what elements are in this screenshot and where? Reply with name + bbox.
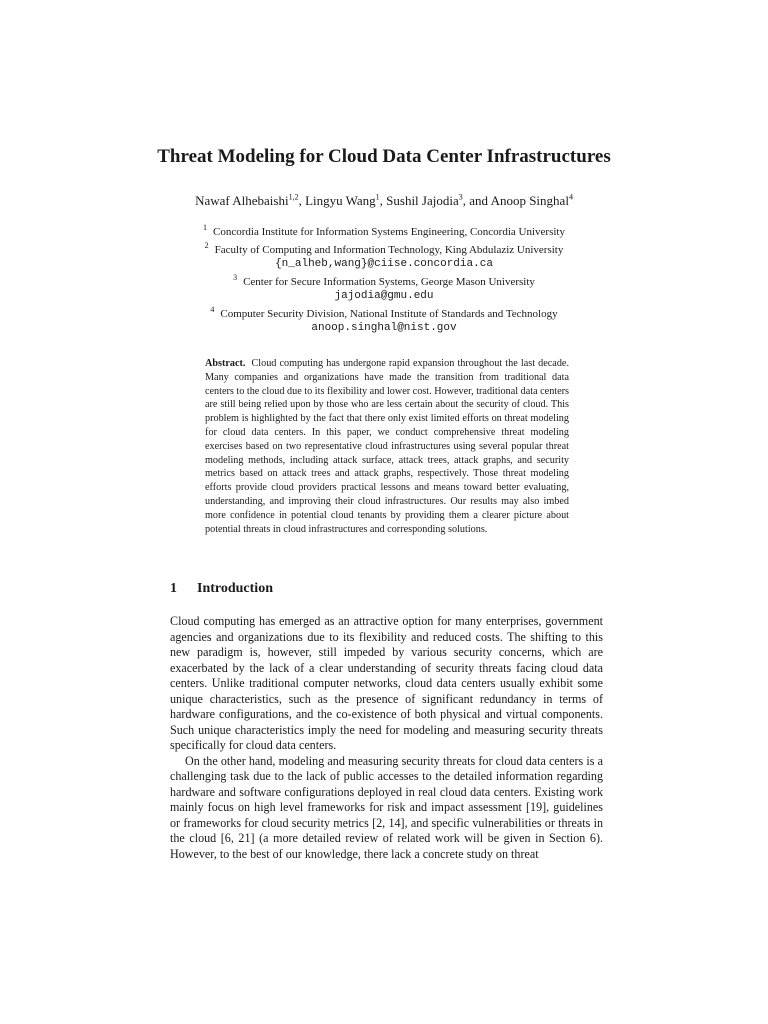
affiliation-text: Faculty of Computing and Information Technology, King Abdulaziz University [214, 244, 564, 256]
paragraph: Cloud computing has emerged as an attractive option for many enterprises, government agencies and organizations due to its flexibility and reduced costs. The shifting to this new paradigm is, however, still impeded by various security concerns, which are exacerbated by the lack of a clear understanding of security threats facing cloud data centers. Unlike traditional computer networks, cloud data centers usually exhibit some unique characteristics, such as the presence of significant redundancy in terms of hardware configurations, and the co-existence of both physical and virtual components. Such unique characteristics imply the need for modeling and measuring security threats specifically for cloud data centers. [170, 614, 603, 752]
email-address: {n_alheb,wang}@ciise.concordia.ca [275, 258, 493, 270]
paragraph: On the other hand, modeling and measuring security threats for cloud data centers is a challenging task due to the lack of public accesses to the detailed information regarding hardware and software configurations deployed in real cloud data centers. Existing work mainly focus on high level frameworks for risk and impact assessment [19], guidelines or frameworks for cloud security metrics [2, 14], and specific vulnerabilities or threats in the cloud [6, 21] (a more detailed review of related work will be given in Section 6). However, to the best of our knowledge, there lack a concrete study on threat [170, 753, 603, 861]
author-affiliation-marker: 1 [375, 192, 380, 202]
affiliation-text: Computer Security Division, National Institute of Standards and Technology [220, 308, 558, 320]
affiliation-number: 2 [204, 241, 209, 250]
author-name: Lingyu Wang [305, 193, 376, 208]
affiliation-number: 4 [210, 305, 215, 314]
author-list [0, 192, 768, 210]
author-separator: , and [462, 193, 491, 208]
affiliation-line [0, 271, 768, 289]
author-separator: , [298, 193, 306, 208]
author-affiliation-marker: 1,2 [288, 192, 299, 202]
body-text [170, 614, 603, 862]
email-address: jajodia@gmu.edu [334, 290, 434, 302]
author-name: Sushil Jajodia [386, 193, 459, 208]
email-address: anoop.singhal@nist.gov [311, 322, 457, 334]
author-name: Nawaf Alhebaishi [195, 193, 289, 208]
paper-title: Threat Modeling for Cloud Data Center Infrastructures [157, 146, 611, 167]
abstract [205, 357, 569, 536]
author-affiliation-marker: 4 [568, 192, 573, 202]
affiliation-text: Concordia Institute for Information Systems Engineering, Concordia University [213, 226, 565, 238]
author-name: Anoop Singhal [490, 193, 569, 208]
section-heading [170, 580, 273, 598]
affiliation-list [0, 221, 768, 335]
affiliation-number: 3 [233, 273, 238, 282]
affiliation-line [0, 239, 768, 257]
abstract-label: Abstract. [205, 358, 246, 369]
affiliation-number: 1 [203, 223, 208, 232]
affiliation-line [0, 221, 768, 239]
section-title: Introduction [197, 581, 273, 596]
abstract-text: Cloud computing has undergone rapid expansion throughout the last decade. Many companies and organizations have made the transition from traditional data centers to the cloud due to its flexibility and lower cost. However, traditional data centers are still being relied upon by those who are less certain about the security of cloud. This problem is highlighted by the fact that there only exist limited efforts on threat modeling for cloud data centers. In this paper, we conduct comprehensive threat modeling exercises based on two representative cloud infrastructures using several popular threat modeling methods, including attack surface, attack trees, attack graphs, and security metrics based on attack trees and attack graphs, respectively. Those threat modeling efforts provide cloud providers practical lessons and means toward better evaluating, understanding, and improving their cloud infrastructures. Our results may also imbed more confidence in potential cloud tenants by providing them a clearer picture about potential threats in cloud infrastructures and corresponding solutions. [205, 358, 569, 535]
section-number: 1 [170, 581, 177, 596]
affiliation-text: Center for Secure Information Systems, George Mason University [243, 276, 535, 288]
author-affiliation-marker: 3 [458, 192, 463, 202]
affiliation-line [0, 303, 768, 321]
author-separator: , [379, 193, 387, 208]
